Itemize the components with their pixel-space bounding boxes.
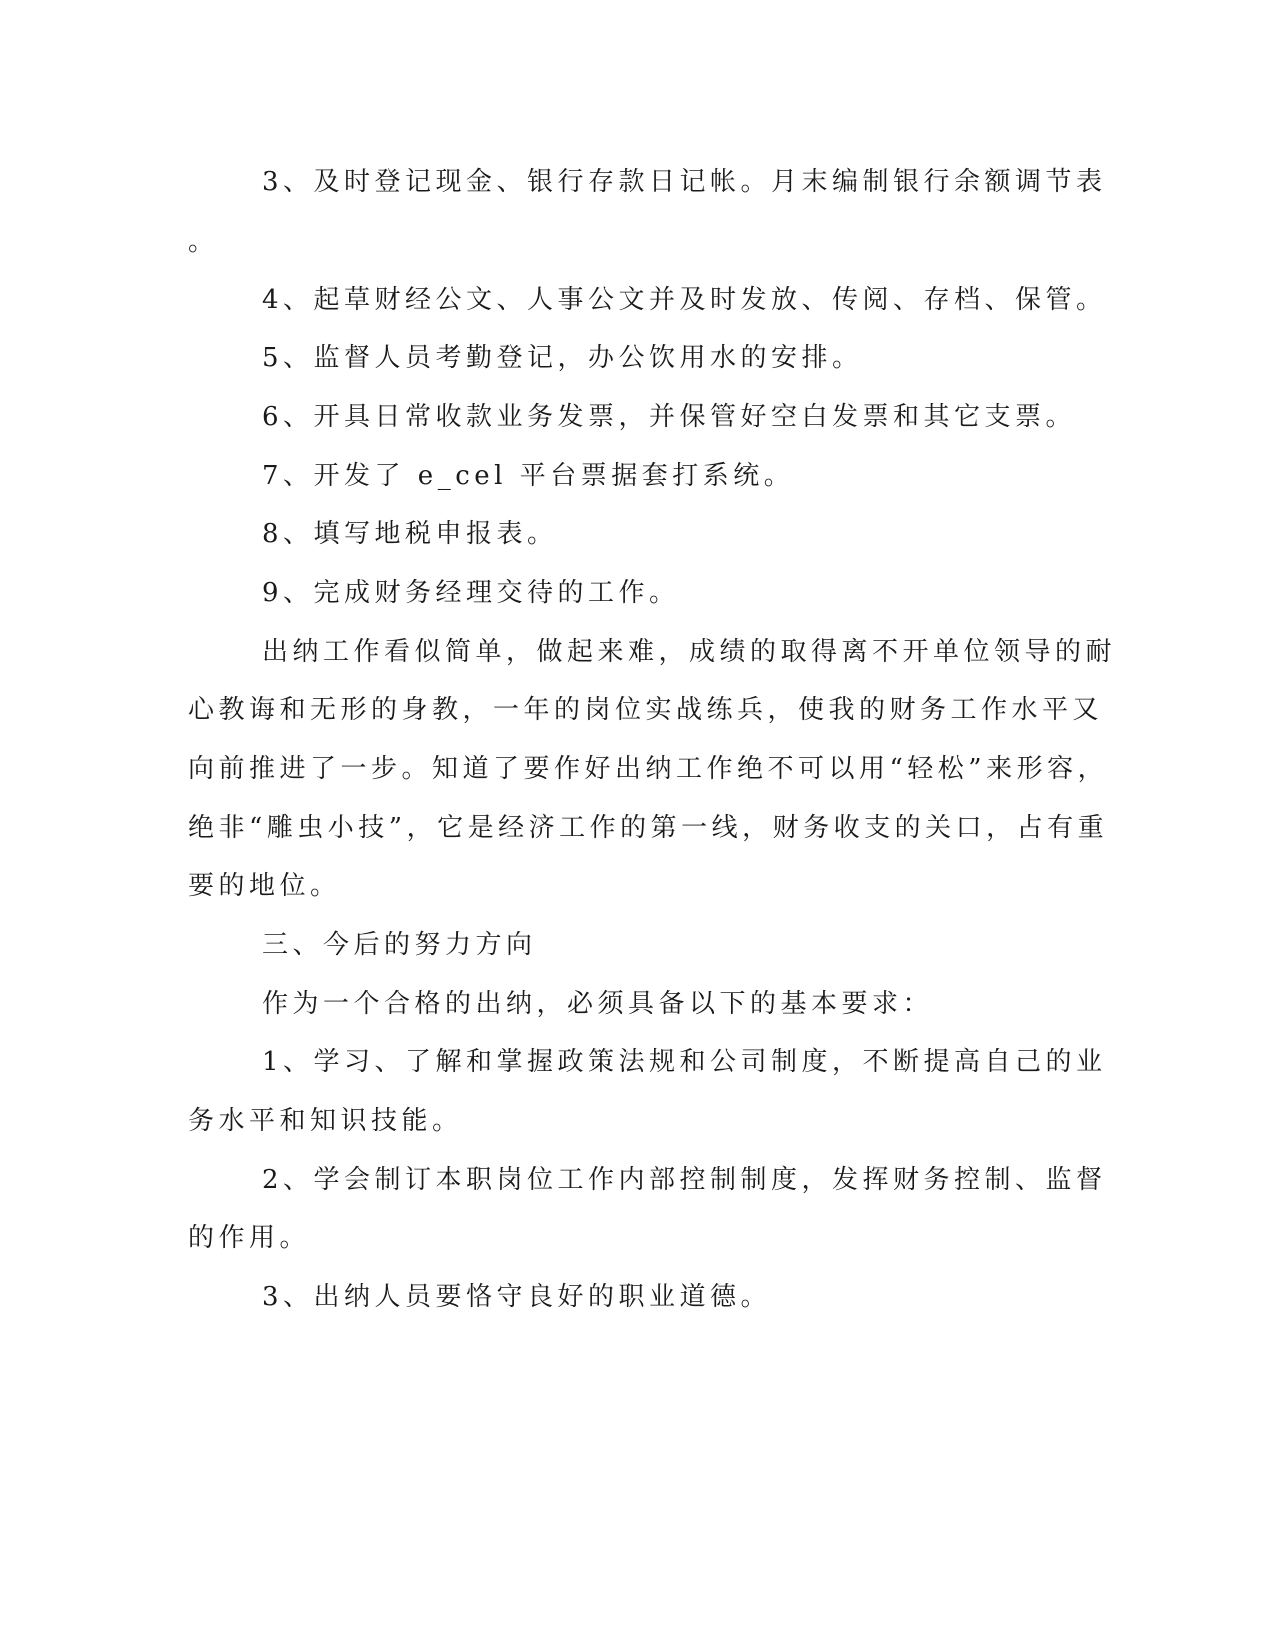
list-item-7: 7、开发了 e_cel 平台票据套打系统。 (262, 461, 795, 491)
requirement-item-3: 3、出纳人员要恪守良好的职业道德。 (262, 1282, 772, 1312)
requirement-item-2-continuation: 的作用。 (188, 1223, 311, 1253)
list-item-3: 3、及时登记现金、银行存款日记帐。月末编制银行余额调节表 (262, 167, 1107, 197)
paragraph-line: 向前推进了一步。知道了要作好出纳工作绝不可以用“轻松”来形容， (188, 754, 1109, 784)
requirement-item-1-continuation: 务水平和知识技能。 (188, 1106, 463, 1136)
list-item-6: 6、开具日常收款业务发票，并保管好空白发票和其它支票。 (262, 402, 1077, 432)
list-item-5: 5、监督人员考勤登记，办公饮用水的安排。 (262, 343, 863, 373)
list-item-8: 8、填写地税申报表。 (262, 519, 558, 549)
paragraph-line: 要的地位。 (188, 871, 341, 901)
paragraph-line: 出纳工作看似简单，做起来难，成绩的取得离不开单位领导的耐 (262, 637, 1117, 667)
list-item-4: 4、起草财经公文、人事公文并及时发放、传阅、存档、保管。 (262, 285, 1107, 315)
paragraph-line: 心教诲和无形的身教，一年的岗位实战练兵，使我的财务工作水平又 (188, 695, 1104, 725)
paragraph-line: 绝非“雕虫小技”，它是经济工作的第一线，财务收支的关口，占有重 (188, 813, 1109, 843)
requirement-item-2: 2、学会制订本职岗位工作内部控制制度，发挥财务控制、监督 (262, 1165, 1107, 1195)
list-item-3-continuation: 。 (188, 227, 219, 257)
paragraph-line: 作为一个合格的出纳，必须具备以下的基本要求： (262, 989, 934, 1019)
section-heading: 三、今后的努力方向 (262, 930, 537, 960)
requirement-item-1: 1、学习、了解和掌握政策法规和公司制度，不断提高自己的业 (262, 1047, 1107, 1077)
list-item-9: 9、完成财务经理交待的工作。 (262, 578, 680, 608)
